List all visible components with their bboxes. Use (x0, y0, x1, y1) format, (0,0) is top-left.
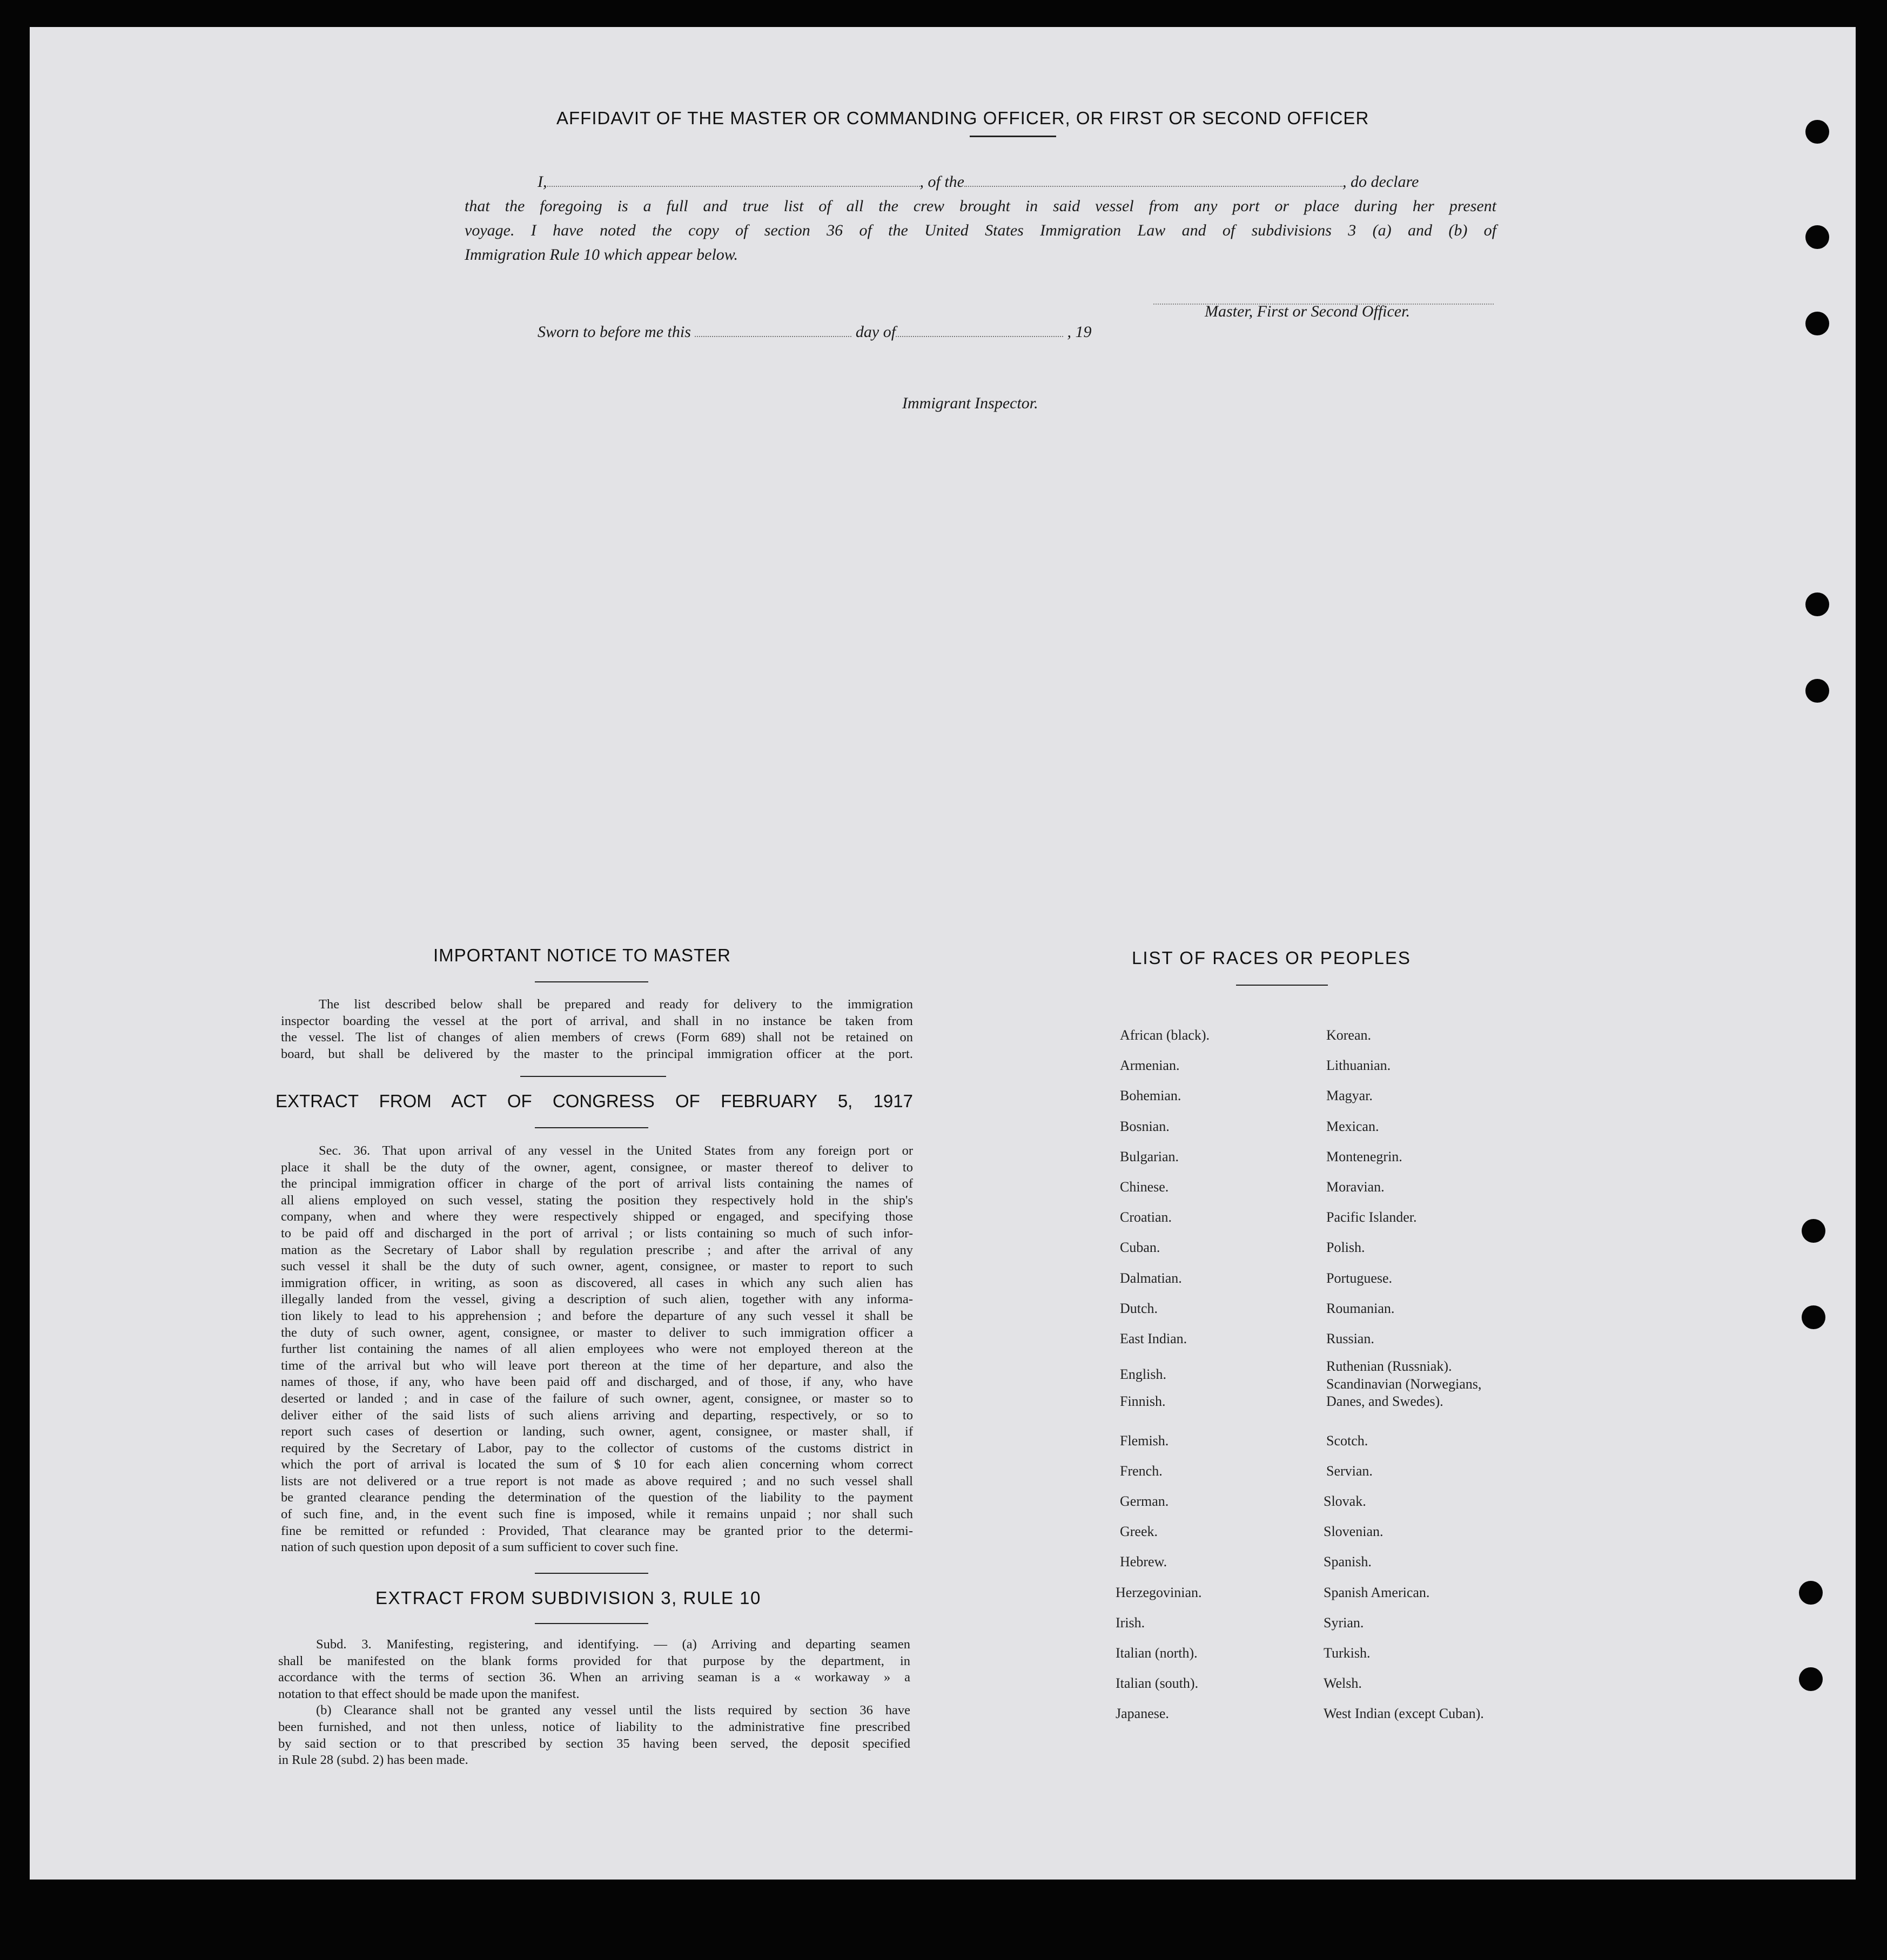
punch-hole (1802, 1219, 1825, 1243)
act-line: which the port of arrival is located the sum of $ 10 for each alien concerning whom correct (281, 1457, 913, 1472)
day-blank (695, 336, 851, 337)
race-item: Irish. (1116, 1614, 1145, 1631)
act-line: such vessel it shall be the duty of such owner, agent, consignee, or master to report to such (281, 1259, 913, 1274)
act-line: deserted or landed ; and in case of the failure of such owner, agent, consignee, or master so to (281, 1391, 913, 1406)
race-item: Cuban. (1120, 1240, 1160, 1256)
race-item: German. (1120, 1493, 1169, 1509)
race-item: West Indian (except Cuban). (1324, 1706, 1484, 1722)
race-item: Dutch. (1120, 1300, 1158, 1316)
act-line: lists are not delivered or a true report is not made as above required ; and no such vessel shall (281, 1473, 913, 1488)
day-of-label: day of (855, 323, 896, 341)
punch-hole (1805, 312, 1829, 335)
notice-line: the vessel. The list of changes of alien members of crews (Form 689) shall not be retained on (281, 1030, 913, 1045)
race-item: Japanese. (1116, 1706, 1169, 1722)
act-line: required by the Secretary of Labor, pay to the collector of customs of the customs district in (281, 1440, 913, 1456)
notice-title: IMPORTANT NOTICE TO MASTER (433, 945, 731, 965)
act-line: the duty of such owner, agent, consignee, or master to deliver to such immigration officer a (281, 1325, 913, 1340)
race-item: Danes, and Swedes). (1326, 1393, 1443, 1410)
signer-label: Master, First or Second Officer. (1205, 302, 1410, 320)
punch-hole (1805, 679, 1829, 703)
race-item: Bohemian. (1120, 1088, 1181, 1104)
form-page (30, 27, 1856, 1880)
rule-title: EXTRACT FROM SUBDIVISION 3, RULE 10 (375, 1588, 761, 1608)
affidavit-of-the: , of the (919, 173, 964, 191)
notice-rule (520, 1076, 666, 1077)
race-item: Bosnian. (1120, 1118, 1170, 1134)
race-item: Flemish. (1120, 1432, 1169, 1449)
notice-text (281, 996, 913, 1062)
race-item: Italian (south). (1116, 1675, 1199, 1692)
race-item: Hebrew. (1120, 1554, 1167, 1570)
races-title-rule (1236, 985, 1328, 986)
act-rule (535, 1573, 648, 1574)
race-item: Bulgarian. (1120, 1148, 1179, 1164)
act-line: fine be remitted or refunded : Provided, That clearance may be granted prior to the determi- (281, 1523, 913, 1538)
act-text (281, 1143, 913, 1556)
act-line: nation of such question upon deposit of a sum sufficient to cover such fine. (281, 1540, 679, 1555)
race-item: Dalmatian. (1120, 1270, 1182, 1286)
act-line: deliver either of the said lists of such aliens arriving and departing, respectively, or so to (281, 1407, 913, 1423)
race-item: English. (1120, 1366, 1166, 1383)
act-title-rule (535, 1127, 648, 1128)
act-line: the principal immigration officer in charge of the port of arrival lists containing the names of (281, 1176, 913, 1191)
rule-line: Subd. 3. Manifesting, registering, and identifying. — (a) Arriving and departing seamen (316, 1637, 910, 1652)
race-item: French. (1120, 1463, 1163, 1479)
act-line: of such fine, and, in the event such fine is imposed, while it remains unpaid ; nor shall such (281, 1507, 913, 1522)
act-line: all aliens employed on such vessel, stating the position they respectively hold in the ship's (281, 1193, 913, 1208)
race-item: Armenian. (1120, 1058, 1180, 1074)
act-line: mation as the Secretary of Labor shall by regulation prescribe ; and after the arrival of any (281, 1242, 913, 1257)
rule-line: notation to that effect should be made upon the manifest. (278, 1686, 580, 1701)
race-item: Portuguese. (1326, 1270, 1393, 1286)
name-blank (547, 186, 920, 187)
act-line: immigration officer, in writing, as soon as discovered, all cases in which any such alien has (281, 1275, 913, 1290)
race-item: Greek. (1120, 1524, 1158, 1540)
race-item: Slovak. (1324, 1493, 1366, 1509)
rule-line: shall be manifested on the blank forms provided for that purpose by the department, in (278, 1653, 910, 1668)
act-line: names of those, if any, who have been paid off and discharged, and of those, if any, who have (281, 1375, 913, 1390)
race-item: Montenegrin. (1326, 1148, 1402, 1164)
act-line: be granted clearance pending the determination of the question of the liability to the payment (281, 1490, 913, 1505)
scan-border (0, 1880, 1887, 1960)
rule-text (278, 1636, 910, 1769)
race-item: Mexican. (1326, 1118, 1379, 1134)
race-item: Russian. (1326, 1331, 1374, 1346)
year-label: , 19 (1067, 323, 1092, 341)
rule-line: accordance with the terms of section 36. When an arriving seaman is a « workaway » a (278, 1670, 910, 1685)
race-item: Chinese. (1120, 1179, 1169, 1195)
affidavit-title: AFFIDAVIT OF THE MASTER OR COMMANDING OFFICER, OR FIRST OR SECOND OFFICER (556, 108, 1369, 128)
punch-hole (1805, 225, 1829, 249)
rule-title-rule (535, 1623, 648, 1624)
race-item: Spanish American. (1324, 1584, 1430, 1600)
punch-hole (1805, 592, 1829, 616)
notice-line: inspector boarding the vessel at the port of arrival, and shall in no instance be taken from (281, 1013, 913, 1028)
race-item: Ruthenian (Russniak). (1326, 1358, 1452, 1375)
affidavit-line-1 (538, 173, 1497, 191)
act-line: time of the arrival but who will leave port thereon at the time of her departure, and also the (281, 1358, 913, 1373)
affidavit-line-2: that the foregoing is a full and true list of all the crew brought in said vessel from any port or place during her present (465, 197, 1496, 215)
race-item: Welsh. (1324, 1675, 1362, 1692)
race-item: Polish. (1326, 1240, 1365, 1256)
month-blank (896, 336, 1063, 337)
vessel-blank (964, 186, 1342, 187)
affidavit-title-rule (970, 136, 1056, 137)
rule-line: by said section or to that prescribed by section 35 having been served, the deposit specified (278, 1736, 910, 1751)
act-line: report such cases of desertion or landing, such owner, agent, consignee, or master shall, if (281, 1424, 913, 1439)
race-item: Turkish. (1324, 1645, 1371, 1661)
punch-hole (1805, 120, 1829, 144)
race-item: Moravian. (1326, 1179, 1385, 1195)
act-line: to be paid off and discharged in the port of arrival ; or lists containing so much of such infor- (281, 1225, 913, 1241)
affidavit-line-3: voyage. I have noted the copy of section 36 of the United States Immigration Law and of subdivisions 3 (a) and (b) of (465, 221, 1496, 239)
race-item: Pacific Islander. (1326, 1209, 1417, 1225)
rule-line: been furnished, and not then unless, notice of liability to the administrative fine prescribed (278, 1719, 910, 1734)
race-item: Korean. (1326, 1027, 1372, 1043)
affidavit-do-declare: , do declare (1342, 173, 1419, 191)
notice-line: The list described below shall be prepared and ready for delivery to the immigration (319, 997, 913, 1012)
race-item: Herzegovinian. (1116, 1584, 1202, 1600)
sworn-label: Sworn to before me this (538, 323, 691, 341)
notice-line: board, but shall be delivered by the master to the principal immigration officer at the port. (281, 1046, 913, 1061)
punch-hole (1802, 1305, 1825, 1329)
affidavit-i: I, (538, 173, 547, 191)
race-item: Slovenian. (1324, 1524, 1384, 1540)
act-line: place it shall be the duty of the owner, agent, consignee, or master thereof to deliver to (281, 1160, 913, 1175)
affidavit-line-4: Immigration Rule 10 which appear below. (465, 246, 738, 264)
race-item: East Indian. (1120, 1331, 1187, 1346)
punch-hole (1799, 1581, 1823, 1605)
race-item: African (black). (1120, 1027, 1210, 1043)
race-item: Scandinavian (Norwegians, (1326, 1376, 1482, 1392)
race-item: Syrian. (1324, 1614, 1364, 1631)
rule-line: (b) Clearance shall not be granted any vessel until the lists required by section 36 have (316, 1703, 910, 1718)
race-item: Lithuanian. (1326, 1058, 1391, 1074)
sworn-line (538, 323, 1092, 341)
rule-line: in Rule 28 (subd. 2) has been made. (278, 1753, 468, 1768)
race-item: Spanish. (1324, 1554, 1372, 1570)
act-line: further list containing the names of all alien employees who were not employed thereon at the (281, 1342, 913, 1357)
race-item: Scotch. (1326, 1432, 1368, 1449)
act-line: Sec. 36. That upon arrival of any vessel in the United States from any foreign port or (319, 1143, 913, 1158)
race-item: Magyar. (1326, 1088, 1373, 1104)
race-item: Italian (north). (1116, 1645, 1198, 1661)
inspector-label: Immigrant Inspector. (902, 394, 1038, 412)
act-title: EXTRACT FROM ACT OF CONGRESS OF FEBRUARY 5, 1917 (276, 1091, 913, 1111)
race-item: Roumanian. (1326, 1300, 1395, 1316)
races-title: LIST OF RACES OR PEOPLES (1132, 948, 1411, 968)
notice-title-rule (535, 981, 648, 982)
act-line: tion likely to lead to his apprehension ; and before the departure of any such vessel it shall be (281, 1308, 913, 1323)
race-item: Croatian. (1120, 1209, 1172, 1225)
race-item: Servian. (1326, 1463, 1373, 1479)
race-item: Finnish. (1120, 1393, 1166, 1410)
punch-hole (1799, 1667, 1823, 1691)
act-line: company, when and where they were respectively shipped or engaged, and specifying those (281, 1209, 913, 1224)
act-line: illegally landed from the vessel, giving a description of such alien, together with any informa- (281, 1292, 913, 1307)
